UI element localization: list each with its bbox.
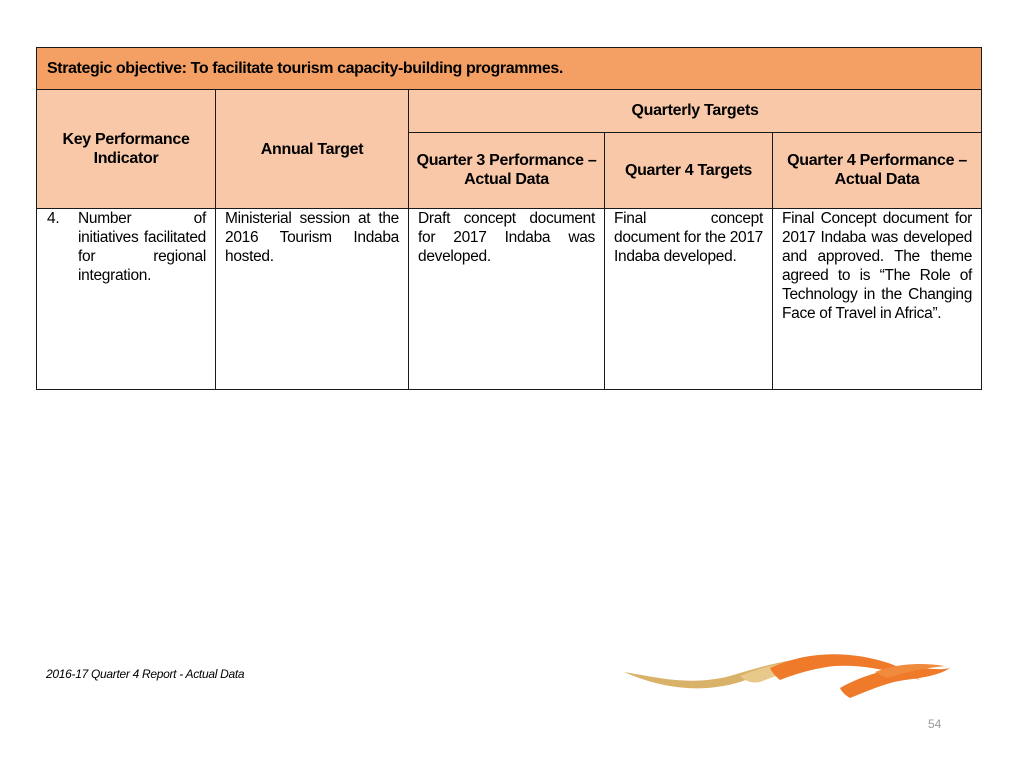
kpi-cell [37, 209, 216, 390]
q3-performance-cell: Draft concept document for 2017 Indaba was developed. [409, 209, 605, 390]
header-kpi: Key Performance Indicator [37, 90, 216, 209]
kpi-number: 4. [47, 210, 60, 227]
header-q4-performance: Quarter 4 Performance – Actual Data [773, 132, 982, 208]
strategic-objective-title: Strategic objective: To facilitate tourism capacity-building programmes. [37, 48, 982, 90]
q4-targets-cell: Final concept document for the 2017 Indaba developed. [605, 209, 773, 390]
strategic-objective-table [36, 47, 982, 390]
header-annual-target: Annual Target [216, 90, 409, 209]
header-quarterly-targets: Quarterly Targets [409, 90, 982, 133]
table-header-row [37, 90, 982, 133]
page-number: 54 [928, 717, 942, 731]
kpi-text: Number of initiatives facilitated for regional integration. [78, 210, 206, 284]
swoosh-logo-icon [620, 648, 955, 700]
report-footer-label: 2016-17 Quarter 4 Report - Actual Data [46, 667, 245, 681]
table-title-row [37, 48, 982, 90]
header-q4-targets: Quarter 4 Targets [605, 132, 773, 208]
annual-target-cell: Ministerial session at the 2016 Tourism Indaba hosted. [216, 209, 409, 390]
header-q3-performance: Quarter 3 Performance – Actual Data [409, 132, 605, 208]
q4-performance-cell: Final Concept document for 2017 Indaba was developed and approved. The theme agreed to is “The Role of Technology in the Changing Face of Travel in Africa”. [773, 209, 982, 390]
table-row [37, 209, 982, 390]
